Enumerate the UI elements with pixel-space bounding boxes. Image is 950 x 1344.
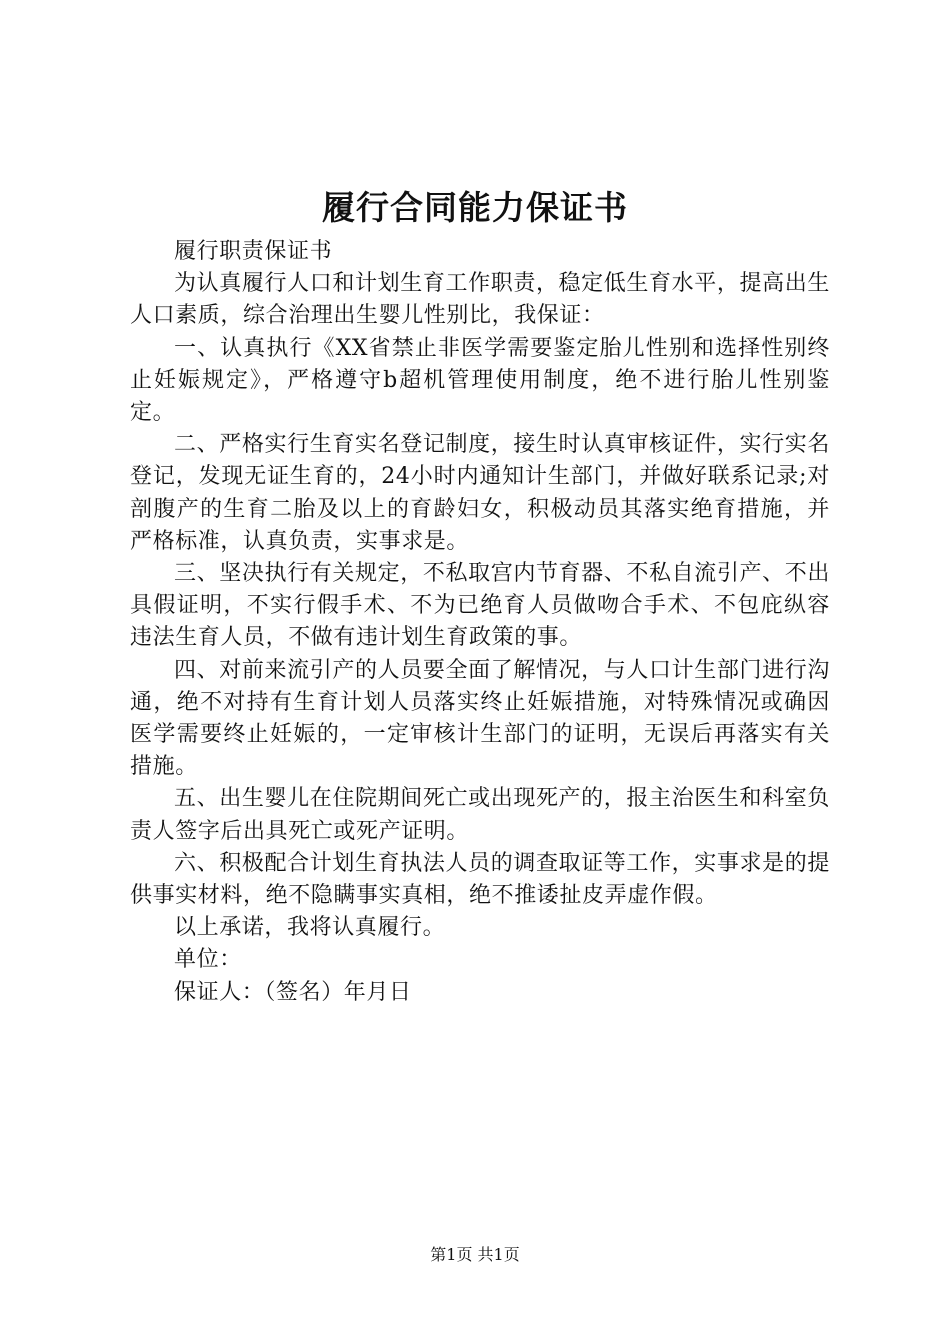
commitment-paragraph: 以上承诺，我将认真履行。 (174, 915, 446, 941)
document-title: 履行合同能力保证书 (322, 188, 628, 227)
intro-paragraph: 为认真履行人口和计划生育工作职责，稳定低生育水平，提高出生人口素质，综合治理出生婴儿性别比，我保证： (130, 271, 830, 329)
signature-line: 保证人：（签名）年月日 (174, 979, 412, 1005)
clause-2-paragraph: 二、严格实行生育实名登记制度，接生时认真审核证件，实行实名登记，发现无证生育的，24小时内通知计生部门，并做好联系记录;对剖腹产的生育二胎及以上的育龄妇女，积极动员其落实绝育措施，并严格标准，认真负责，实事求是。 (130, 432, 830, 554)
clause-5-paragraph: 五、出生婴儿在住院期间死亡或出现死产的，报主治医生和科室负责人签字后出具死亡或死产证明。 (130, 786, 830, 844)
page-footer: 第1页 共1页 (430, 1245, 520, 1264)
unit-line: 单位： (174, 947, 242, 973)
clause-1-paragraph: 一、认真执行《XX省禁止非医学需要鉴定胎儿性别和选择性别终止妊娠规定》，严格遵守b超机管理使用制度，绝不进行胎儿性别鉴定。 (130, 335, 830, 426)
clause-3-paragraph: 三、坚决执行有关规定，不私取宫内节育器、不私自流引产、不出具假证明，不实行假手术、不为已绝育人员做吻合手术、不包庇纵容违法生育人员，不做有违计划生育政策的事。 (130, 561, 830, 651)
clause-4-paragraph: 四、对前来流引产的人员要全面了解情况，与人口计生部门进行沟通，绝不对持有生育计划人员落实终止妊娠措施，对特殊情况或确因医学需要终止妊娠的，一定审核计生部门的证明，无误后再落实有关措施。 (130, 657, 830, 780)
document-body (130, 236, 830, 1009)
clause-6-paragraph: 六、积极配合计划生育执法人员的调查取证等工作，实事求是的提供事实材料，绝不隐瞒事实真相，绝不推诿扯皮弄虚作假。 (130, 850, 830, 909)
heading-paragraph: 履行职责保证书 (174, 239, 333, 264)
